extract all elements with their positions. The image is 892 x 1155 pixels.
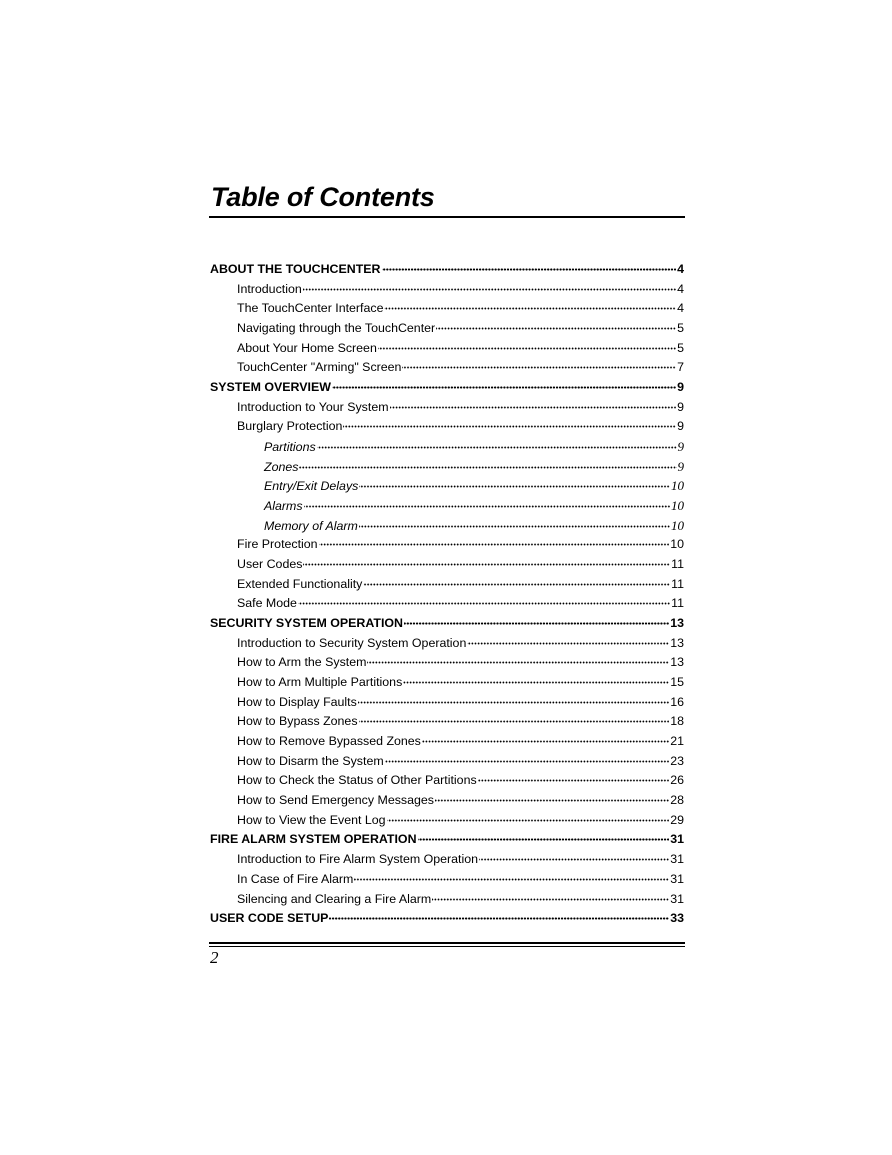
- dot-leader: [329, 908, 669, 920]
- toc-entry-page: 11: [671, 557, 684, 572]
- dot-leader: [404, 613, 669, 625]
- toc-entry-page: 28: [670, 793, 684, 808]
- toc-entry-page: 5: [677, 340, 684, 355]
- toc-entry-label: Alarms: [264, 499, 303, 514]
- toc-entry: [210, 417, 684, 437]
- toc-entry: [210, 496, 684, 516]
- toc-entry-page: 9: [677, 399, 684, 414]
- toc-entry-page: 31: [670, 852, 684, 867]
- toc-entry-page: 11: [671, 576, 684, 591]
- toc-entry-label: How to Send Emergency Messages: [237, 793, 434, 808]
- toc-entry-label: Silencing and Clearing a Fire Alarm: [237, 891, 432, 906]
- toc-entry-label: How to View the Event Log: [237, 812, 386, 827]
- dot-leader: [332, 377, 676, 389]
- toc-entry-label: Burglary Protection: [237, 419, 343, 434]
- toc-entry-page: 16: [670, 694, 684, 709]
- toc-entry: [210, 476, 684, 496]
- toc-entry: [210, 791, 684, 811]
- toc-entry: [210, 732, 684, 752]
- toc-entry-page: 4: [677, 301, 684, 316]
- dot-leader: [432, 889, 669, 901]
- dot-leader: [385, 751, 670, 763]
- toc-entry-page: 13: [670, 655, 684, 670]
- toc-entry-label: How to Remove Bypassed Zones: [237, 734, 421, 749]
- dot-leader: [367, 652, 669, 664]
- dot-leader: [403, 672, 669, 684]
- dot-leader: [390, 397, 677, 409]
- toc-entry-page: 31: [670, 891, 684, 906]
- dot-leader: [303, 279, 676, 291]
- page-number: 2: [210, 948, 219, 967]
- toc-entry-page: 7: [677, 360, 684, 375]
- toc-entry-label: FIRE ALARM SYSTEM OPERATION: [210, 832, 417, 847]
- toc-entry-page: 13: [670, 616, 684, 631]
- toc-entry-page: 26: [670, 773, 684, 788]
- dot-leader: [299, 457, 676, 469]
- toc-entry-label: Memory of Alarm: [264, 518, 358, 533]
- toc-entry-label: How to Bypass Zones: [237, 714, 358, 729]
- dot-leader: [317, 437, 677, 449]
- dot-leader: [387, 810, 670, 822]
- toc-entry-page: 11: [671, 596, 684, 611]
- toc-entry: [210, 594, 684, 614]
- toc-entry-label: Zones: [264, 459, 299, 474]
- toc-entry-page: 4: [677, 262, 684, 276]
- dot-leader: [359, 711, 670, 723]
- toc-entry-label: Introduction to Your System: [237, 399, 389, 414]
- toc-entry-page: 10: [671, 498, 684, 514]
- toc-entry-page: 13: [670, 635, 684, 650]
- toc-entry-label: How to Arm Multiple Partitions: [237, 675, 403, 690]
- toc-entry: [210, 535, 684, 555]
- toc-entry-label: How to Arm the System: [237, 655, 367, 670]
- dot-leader: [354, 869, 669, 881]
- toc-entry: [210, 516, 684, 536]
- toc-entry-page: 31: [670, 832, 684, 847]
- toc-entry-page: 15: [670, 675, 684, 690]
- toc-entry: [210, 378, 684, 398]
- footer-rule-thin: [209, 946, 685, 947]
- toc-entry-label: Extended Functionality: [237, 576, 363, 591]
- dot-leader: [384, 298, 676, 310]
- toc-entry: [210, 811, 684, 831]
- toc-entry: [210, 909, 684, 929]
- toc-entry-label: About Your Home Screen: [237, 340, 377, 355]
- page-title: Table of Contents: [211, 182, 435, 212]
- dot-leader: [378, 338, 676, 350]
- toc-entry-page: 10: [671, 478, 684, 494]
- toc-entry: [210, 771, 684, 791]
- dot-leader: [418, 829, 670, 841]
- toc-entry-label: Introduction to Fire Alarm System Operation: [237, 852, 479, 867]
- toc-entry: [210, 280, 684, 300]
- toc-entry-label: User Codes: [237, 557, 303, 572]
- toc-entry: [210, 850, 684, 870]
- toc-entry: [210, 319, 684, 339]
- toc-entry-label: Navigating through the TouchCenter: [237, 321, 436, 336]
- toc-entry: [210, 614, 684, 634]
- toc-entry: [210, 890, 684, 910]
- toc-entry-page: 10: [671, 517, 684, 533]
- toc-entry-page: 10: [670, 537, 684, 552]
- toc-entry: [210, 634, 684, 654]
- footer-rule: [209, 942, 685, 944]
- toc-entry-page: 33: [670, 911, 684, 926]
- dot-leader: [467, 633, 669, 645]
- toc-entry: [210, 673, 684, 693]
- toc-entry-label: SYSTEM OVERVIEW: [210, 380, 331, 395]
- toc-entry-label: Fire Protection: [237, 537, 318, 552]
- dot-leader: [479, 849, 669, 861]
- toc-entry-label: In Case of Fire Alarm: [237, 871, 354, 886]
- table-of-contents: [210, 260, 684, 929]
- dot-leader: [304, 496, 670, 508]
- toc-entry-label: Introduction to Security System Operation: [237, 635, 467, 650]
- dot-leader: [319, 534, 670, 546]
- toc-entry: [210, 575, 684, 595]
- dot-leader: [359, 476, 670, 488]
- toc-entry: [210, 358, 684, 378]
- toc-entry: [210, 260, 684, 280]
- toc-entry-label: USER CODE SETUP: [210, 911, 329, 926]
- dot-leader: [363, 574, 670, 586]
- toc-entry-page: 21: [670, 734, 684, 749]
- toc-entry-page: 18: [670, 714, 684, 729]
- toc-entry-label: Safe Mode: [237, 596, 297, 611]
- toc-entry: [210, 752, 684, 772]
- toc-entry-page: 9: [677, 458, 684, 474]
- toc-entry: [210, 437, 684, 457]
- toc-entry: [210, 457, 684, 477]
- toc-entry: [210, 712, 684, 732]
- toc-entry: [210, 299, 684, 319]
- dot-leader: [402, 357, 676, 369]
- toc-entry-page: 4: [677, 281, 684, 296]
- toc-entry-page: 9: [677, 419, 684, 434]
- dot-leader: [436, 318, 676, 330]
- toc-entry: [210, 653, 684, 673]
- toc-entry: [210, 870, 684, 890]
- dot-leader: [478, 770, 670, 782]
- dot-leader: [298, 593, 670, 605]
- dot-leader: [435, 790, 669, 802]
- toc-entry-label: How to Disarm the System: [237, 753, 384, 768]
- toc-entry-page: 9: [677, 439, 684, 455]
- toc-entry-page: 23: [670, 753, 684, 768]
- toc-entry-page: 9: [677, 380, 684, 395]
- toc-entry-label: How to Display Faults: [237, 694, 357, 709]
- toc-entry: [210, 339, 684, 359]
- toc-entry-label: TouchCenter "Arming" Screen: [237, 360, 402, 375]
- toc-entry-label: ABOUT THE TOUCHCENTER: [210, 262, 381, 276]
- toc-entry-page: 31: [670, 871, 684, 886]
- dot-leader: [382, 259, 677, 271]
- dot-leader: [422, 731, 669, 743]
- toc-entry-label: The TouchCenter Interface: [237, 301, 384, 316]
- toc-entry: [210, 693, 684, 713]
- toc-entry: [210, 830, 684, 850]
- toc-entry-page: 29: [670, 812, 684, 827]
- dot-leader: [303, 554, 670, 566]
- toc-entry-label: Introduction: [237, 281, 302, 296]
- toc-entry-label: Partitions: [264, 440, 316, 455]
- toc-entry-label: SECURITY SYSTEM OPERATION: [210, 616, 403, 631]
- title-rule: [209, 216, 685, 218]
- dot-leader: [358, 692, 669, 704]
- dot-leader: [343, 416, 676, 428]
- toc-entry: [210, 555, 684, 575]
- toc-entry-label: Entry/Exit Delays: [264, 479, 359, 494]
- toc-entry: [210, 398, 684, 418]
- dot-leader: [359, 516, 670, 528]
- toc-entry-page: 5: [677, 321, 684, 336]
- toc-entry-label: How to Check the Status of Other Partitions: [237, 773, 477, 788]
